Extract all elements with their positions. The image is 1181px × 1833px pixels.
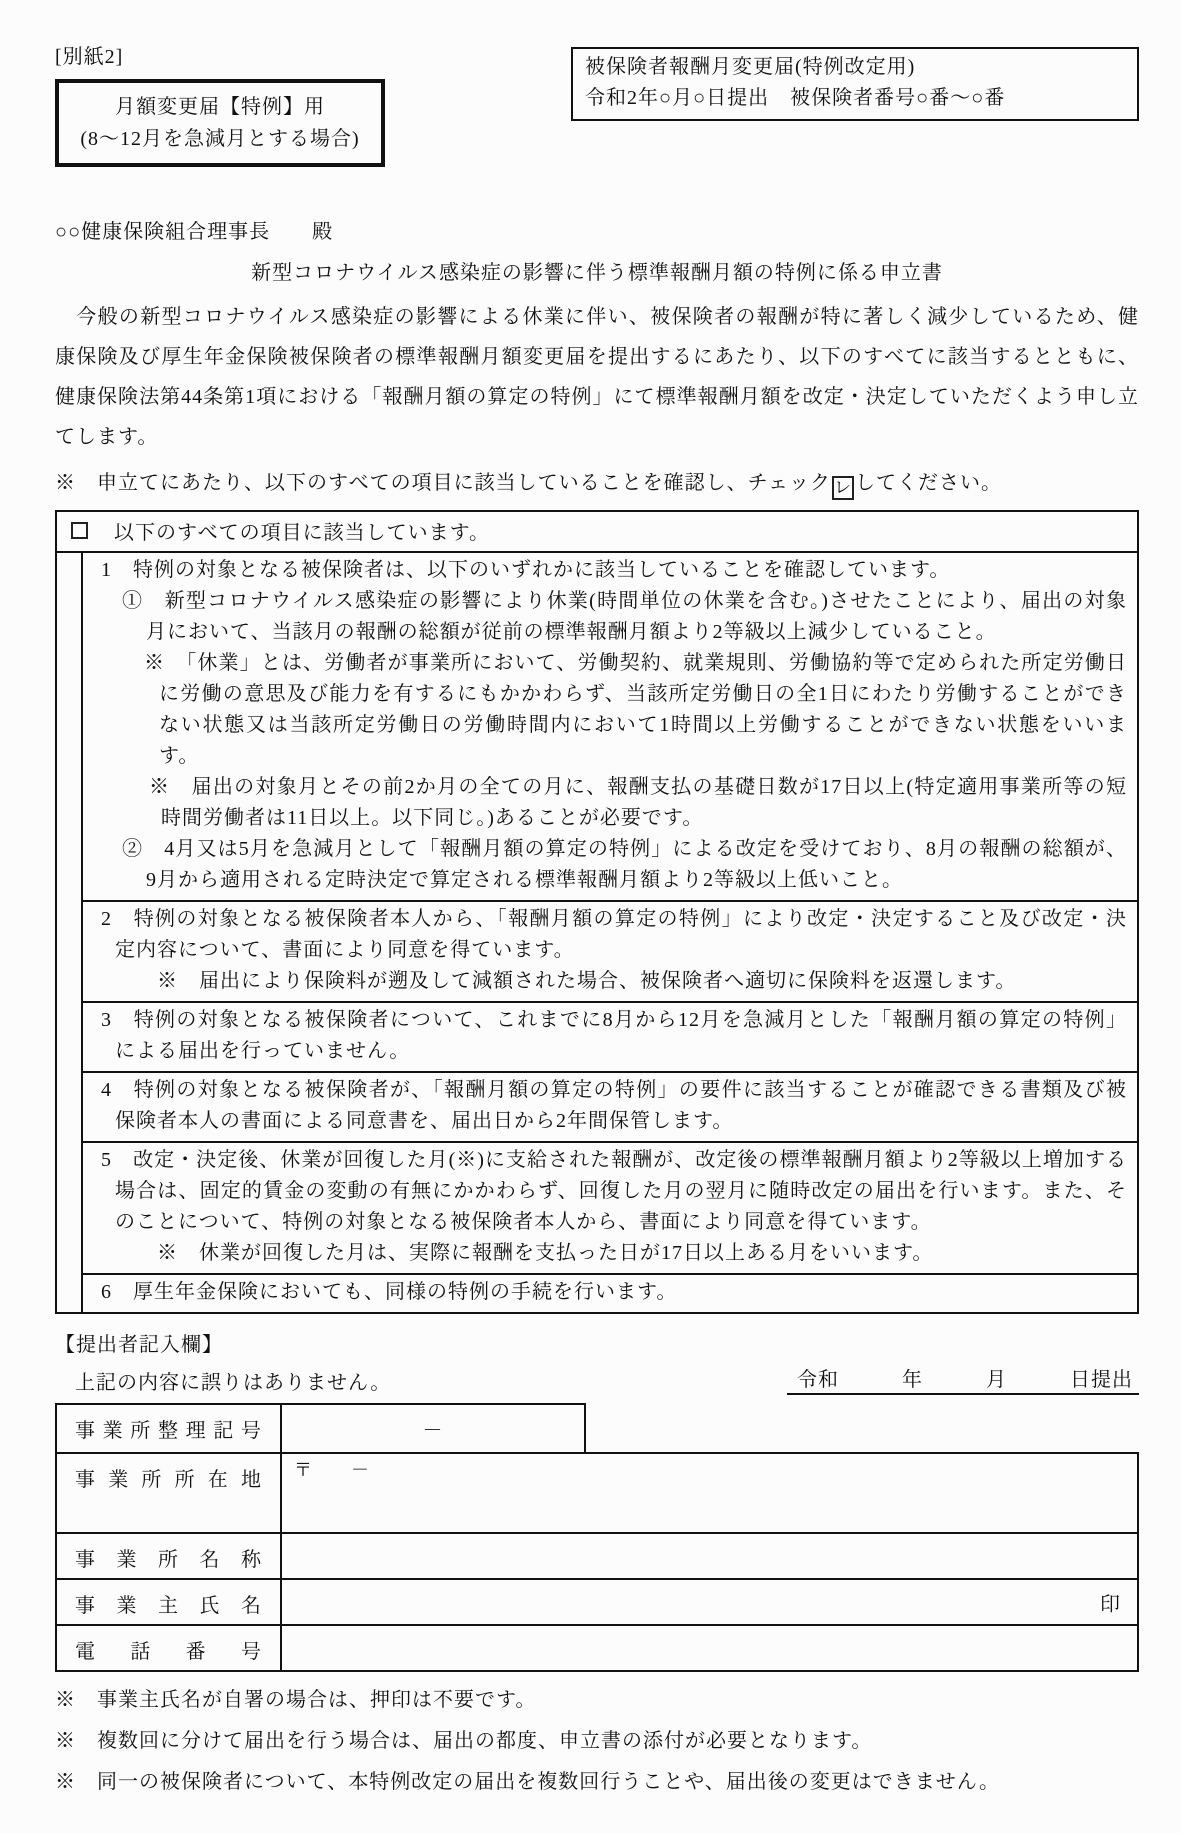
item-1-sub-2: ② 4月又は5月を急減月として「報酬月額の算定の特例」による改定を受けており、8月の報酬の総額が、9月から適用される定時決定で算定される標準報酬月額より2等級以上低いこと。: [122, 838, 1127, 891]
document-title: 新型コロナウイルス感染症の影響に伴う標準報酬月額の特例に係る申立書: [251, 262, 943, 284]
form-type-line1: 月額変更届【特例】用: [115, 96, 325, 118]
office-code-label: 事業所整理記号: [57, 1405, 282, 1452]
checklist-gutter: [57, 553, 83, 1312]
item-5-text: 5 改定・決定後、休業が回復した月(※)に支給された報酬が、改定後の標準報酬月額より2等級以上増加する場合は、固定的賃金の変動の有無にかかわらず、回復した月の翌月に随時改定の届出を行います。また、そのことについて、特例の対象となる被保険者本人から、書面により同意を得ています。: [101, 1149, 1127, 1233]
check-sample-icon: [832, 476, 854, 500]
form-header-box: [571, 47, 1139, 121]
seal-mark: 印: [1100, 1593, 1121, 1616]
footnote-3: ※ 同一の被保険者について、本特例改定の届出を複数回行うことや、届出後の変更はできません。: [55, 1771, 1000, 1793]
office-code-field[interactable]: －: [422, 1420, 444, 1442]
all-items-checkbox[interactable]: [71, 522, 88, 539]
checklist-header-label: 以下のすべての項目に該当しています。: [114, 522, 490, 544]
item-1-note-1: ※ 「休業」とは、労働者が事業所において、労働契約、就業規則、労働協約等で定められた所定労働日に労働の意思及び能力を有するにもかかわらず、当該所定労働日の全1日にわたり労働することができない状態又は当該所定労働日の労働時間内において1時間以上労働することができない状態をいいます。: [144, 652, 1127, 767]
intro-paragraph: 今般の新型コロナウイルス感染症の影響による休業に伴い、被保険者の報酬が特に著しく減少しているため、健康保険及び厚生年金保険被保険者の標準報酬月額変更届を提出するにあたり、以下のすべてに該当するとともに、健康保険法第44条第1項における「報酬月額の算定の特例」にて標準報酬月額を改定・決定していただくよう申し立てします。: [55, 306, 1139, 448]
submitter-table-rest: [55, 1452, 1139, 1672]
checklist-items: [83, 553, 1137, 1312]
checklist-item-3: [83, 1001, 1137, 1071]
office-address-field[interactable]: [282, 1454, 1137, 1532]
item-1-sub-1: ① 新型コロナウイルス感染症の影響により休業(時間単位の休業を含む。)させたことにより、届出の対象月において、当該月の報酬の総額が従前の標準報酬月額より2等級以上減少していること。: [122, 590, 1127, 643]
office-name-label: 事業所名称: [57, 1534, 282, 1578]
checklist-item-2: [83, 900, 1137, 1001]
footnotes: [55, 1686, 1139, 1796]
owner-name-field[interactable]: [282, 1580, 1137, 1624]
checklist-header-row: [57, 512, 1137, 553]
phone-number-field[interactable]: [282, 1626, 1137, 1670]
postal-mark: 〒 －: [294, 1460, 370, 1480]
office-address-label: 事業所所在地: [57, 1454, 282, 1532]
submitter-section-title: 【提出者記入欄】: [55, 1334, 223, 1356]
check-instruction-after: してください。: [855, 472, 1002, 494]
form-type-line2: (8〜12月を急減月とする場合): [80, 128, 360, 150]
phone-number-label: 電話番号: [57, 1626, 282, 1670]
addressee: ○○健康保険組合理事長 殿: [55, 221, 334, 243]
confirmation-text: 上記の内容に誤りはありません。: [75, 1372, 392, 1394]
item-2-note: ※ 届出により保険料が遡及して減額された場合、被保険者へ適切に保険料を返還します。: [157, 970, 1017, 992]
office-name-field[interactable]: [282, 1534, 1137, 1578]
item-3-text: 3 特例の対象となる被保険者について、これまでに8月から12月を急減月とした「報酬月額の算定の特例」による届出を行っていません。: [101, 1009, 1127, 1062]
row-owner-name: [57, 1578, 1137, 1624]
footnote-1: ※ 事業主氏名が自署の場合は、押印は不要です。: [55, 1689, 537, 1711]
row-phone-number: [57, 1624, 1137, 1670]
checklist-item-5: [83, 1141, 1137, 1273]
check-instruction: [55, 467, 1139, 500]
checklist-table: [55, 510, 1139, 1314]
item-1-note-2: ※ 届出の対象月とその前2か月の全ての月に、報酬支払の基礎日数が17日以上(特定適用事業所等の短時間労働者は11日以上。以下同じ。)あることが必要です。: [149, 776, 1127, 829]
item-6-text: 6 厚生年金保険においても、同様の特例の手続を行います。: [101, 1281, 678, 1303]
checklist-item-4: [83, 1071, 1137, 1141]
attachment-label: [別紙2]: [55, 46, 124, 68]
row-office-code: [55, 1403, 586, 1454]
check-instruction-before: ※ 申立てにあたり、以下のすべての項目に該当していることを確認し、チェック: [55, 472, 831, 494]
item-5-note: ※ 休業が回復した月は、実際に報酬を支払った日が17日以上ある月をいいます。: [157, 1242, 934, 1264]
confirmation-row: [55, 1363, 1139, 1395]
form-type-box: [55, 79, 385, 167]
form-header-line1: 被保険者報酬月変更届(特例改定用): [585, 56, 916, 78]
submission-date-line[interactable]: 令和 年 月 日提出: [787, 1363, 1139, 1395]
row-office-name: [57, 1532, 1137, 1578]
footnote-2: ※ 複数回に分けて届出を行う場合は、届出の都度、申立書の添付が必要となります。: [55, 1730, 873, 1752]
owner-name-label: 事業主氏名: [57, 1580, 282, 1624]
item-1-text: 1 特例の対象となる被保険者は、以下のいずれかに該当していることを確認しています。: [101, 559, 951, 581]
item-4-text: 4 特例の対象となる被保険者が、「報酬月額の算定の特例」の要件に該当することが確認できる書類及び被保険者本人の書面による同意書を、届出日から2年間保管します。: [101, 1079, 1127, 1132]
checklist-body: [57, 553, 1137, 1312]
row-office-address: [57, 1454, 1137, 1532]
checklist-item-6: [83, 1273, 1137, 1312]
form-header-line2: 令和2年○月○日提出 被保険者番号○番〜○番: [585, 87, 1006, 109]
item-2-text: 2 特例の対象となる被保険者本人から、「報酬月額の算定の特例」により改定・決定すること及び改定・決定内容について、書面により同意を得ています。: [101, 908, 1127, 961]
submitter-table: [55, 1403, 1139, 1672]
check-sample-mark: レ: [834, 478, 852, 497]
checklist-item-1: [83, 553, 1137, 900]
